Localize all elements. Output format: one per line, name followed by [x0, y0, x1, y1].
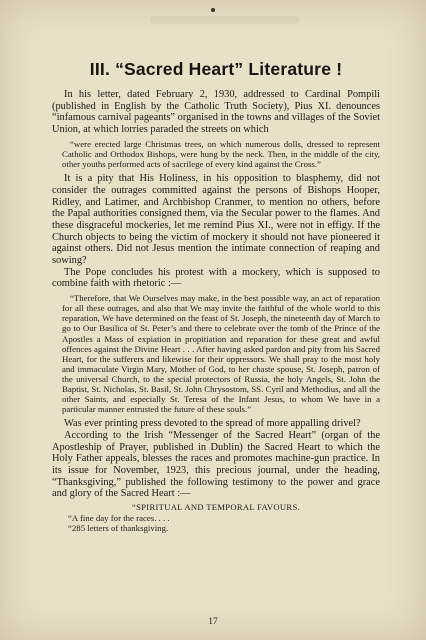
- quote-1: “were erected large Christmas trees, on which numerous dolls, dressed to represent Catholic and Orthodox Bishops, were hung by the neck. Then, in the middle of the city, other youths performed acts of sacrilege of every kind against the Cross.”: [62, 138, 380, 169]
- chapter-title: III. “Sacred Heart” Literature !: [89, 59, 343, 79]
- page-content: [52, 58, 380, 533]
- show-through: [150, 16, 300, 24]
- thanksgiving-line: “285 letters of thanksgiving.: [68, 523, 169, 534]
- page-number: 17: [208, 617, 218, 627]
- paragraph-5: According to the Irish “Messenger of the Sacred Heart” (organ of the Apostleship of Prayer, published in Dublin) the Sacred Heart to which the Holy Father appeals, blesses the races and promotes machine-gun practice. In its issue for November, 1923, this precious journal, under the heading, “Thanksgiving,” published the following testimony to the power and grace and glory of the Sacred Heart :—: [52, 429, 380, 500]
- ink-mark: [211, 8, 215, 12]
- paragraph-2: It is a pity that His Holiness, in his opposition to blasphemy, did not consider the outrages committed against the persons of Bishops Hooper, Ridley, and Latimer, and Archbishop Cranmer, to mention no others, before the Papal authorities consigned them, via the Secular power to the flames. And these disgraceful mockeries, let me remind Pius XI., were not in effigy. If the Church objects to being the victim of mockery it should not have pioneered it against others. Did not Jesus mention the intimate connection of reaping and sowing?: [52, 173, 380, 267]
- paragraph-1: In his letter, dated February 2, 1930, addressed to Cardinal Pompili (published in English by the Catholic Truth Society), Pius XI. denounces “infamous carnival pageants” organised in the towns and villages of the Soviet Union, at which lorries paraded the streets on which: [52, 89, 380, 136]
- quote-2: “Therefore, that We Ourselves may make, in the best possible way, an act of reparation for all these outrages, and also that We may invite the faithful of the whole world to this reparation, We have determined on the feast of St. Joseph, the nineteenth day of March to go to Our Basilica of St. Peter’s and there to celebrate over the tomb of the Prince of the Apostles a Mass of expiation in propitiation and reparation for these great and awful offences against the Divine Heart . . . After having asked pardon and pity from his Sacred Heart, for the sufferers and likewise for their oppressors. We shall pray to the most holy and immaculate Virgin Mary, Mother of God, to her chaste spouse, St. Joseph, patron of the universal Church, to the special protectors of Russia, the holy Angels, St. John the Baptist, St. Nicholas, St. Basil, St. John Chrysostom, SS. Cyril and Methodius, and all the other Saints, and especially St. Teresa of the Infant Jesus, to whom We have in a particular manner entrusted the future of these souls.”: [62, 293, 380, 415]
- paragraph-3: The Pope concludes his protest with a mockery, which is supposed to combine faith with rhetoric :—: [52, 266, 380, 290]
- paragraph-4: Was ever printing press devoted to the spread of more appalling drivel?: [64, 418, 361, 430]
- thanksgiving-line: “A fine day for the races. . . .: [68, 513, 170, 524]
- thanksgiving-heading: “SPIRITUAL AND TEMPORAL FAVOURS.: [132, 502, 300, 513]
